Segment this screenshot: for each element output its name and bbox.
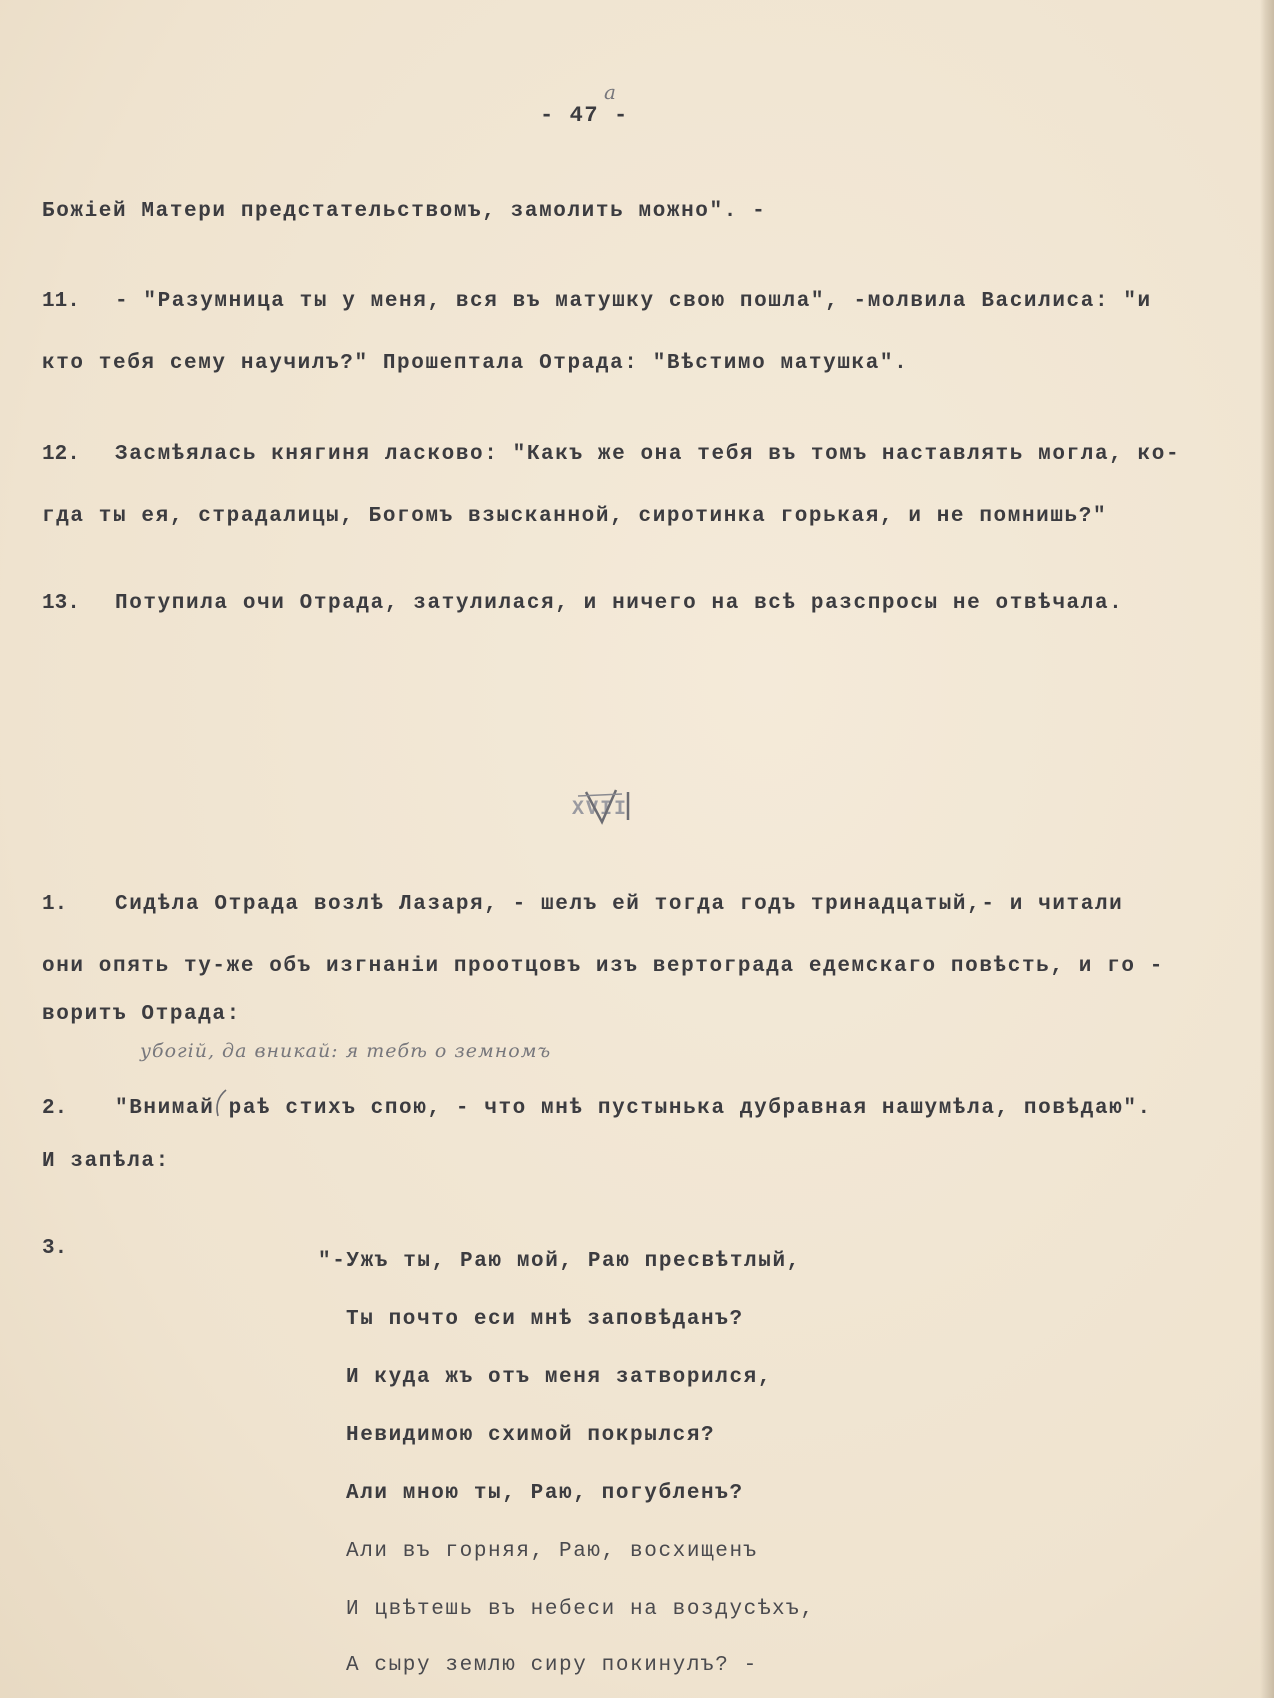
text-line: гда ты ея, страдалицы, Богомъ взысканной, сиротинка горькая, и не помнишь?" [42, 505, 1108, 528]
chapter-heading-mark [572, 786, 662, 826]
text-line: воритъ Отрада: [42, 1003, 241, 1026]
poem-line: А сыру землю сиру покинулъ? - [346, 1654, 758, 1677]
poem-line: Али мною ты, Раю, погубленъ? [346, 1482, 744, 1505]
text-line: - "Разумница ты у меня, вся въ матушку свою пошла", -молвила Василиса: "и [115, 290, 1152, 313]
poem-line: Невидимою схимой покрылся? [346, 1424, 716, 1447]
text-line: "Внимай раѣ стихъ спою, - что мнѣ пустынька дубравная нашумѣла, повѣдаю". [115, 1097, 1152, 1120]
text-line: Засмѣялась княгиня ласково: "Какъ же она тебя въ томъ наставлять могла, ко- [115, 443, 1181, 466]
chapter-heading [572, 786, 662, 826]
text-line: Сидѣла Отрада возлѣ Лазаря, - шелъ ей тогда годъ тринадцатый,- и читали [115, 893, 1124, 916]
poem-line: Ты почто еси мнѣ заповѣданъ? [346, 1308, 744, 1331]
handwritten-insertion: убогій, да вникай: я тебѣ о земномъ [140, 1040, 552, 1062]
poem-line: Али въ горняя, Раю, восхищенъ [346, 1540, 758, 1563]
verse-number: 2. [42, 1097, 68, 1120]
verse-number: 11. [42, 290, 80, 313]
page-edge-shadow [1260, 0, 1274, 1698]
verse-number: 3. [42, 1237, 68, 1260]
page-number-annotation: a [604, 80, 617, 104]
poem-line: И куда жъ отъ меня затворился, [346, 1366, 773, 1389]
verse-number: 1. [42, 893, 68, 916]
text-line: И запѣла: [42, 1150, 170, 1173]
text-line: они опять ту-же объ изгнаніи проотцовъ изъ вертограда едемскаго повѣсть, и го - [42, 955, 1164, 978]
text-line: кто тебя сему научилъ?" Прошептала Отрада: "Вѣстимо матушка". [42, 352, 909, 375]
poem-line: "-Ужъ ты, Раю мой, Раю пресвѣтлый, [318, 1250, 801, 1273]
poem-line: И цвѣтешь въ небеси на воздусѣхъ, [346, 1598, 815, 1621]
verse-number: 13. [42, 592, 80, 615]
text-line: Потупила очи Отрада, затулилася, и ничего на всѣ разспросы не отвѣчала. [115, 592, 1124, 615]
text-line: Божіей Матери предстательствомъ, замолить можно". - [42, 200, 767, 223]
svg-text:XVII: XVII [572, 798, 629, 821]
verse-number: 12. [42, 443, 80, 466]
page-number: - 47 - [540, 103, 629, 128]
